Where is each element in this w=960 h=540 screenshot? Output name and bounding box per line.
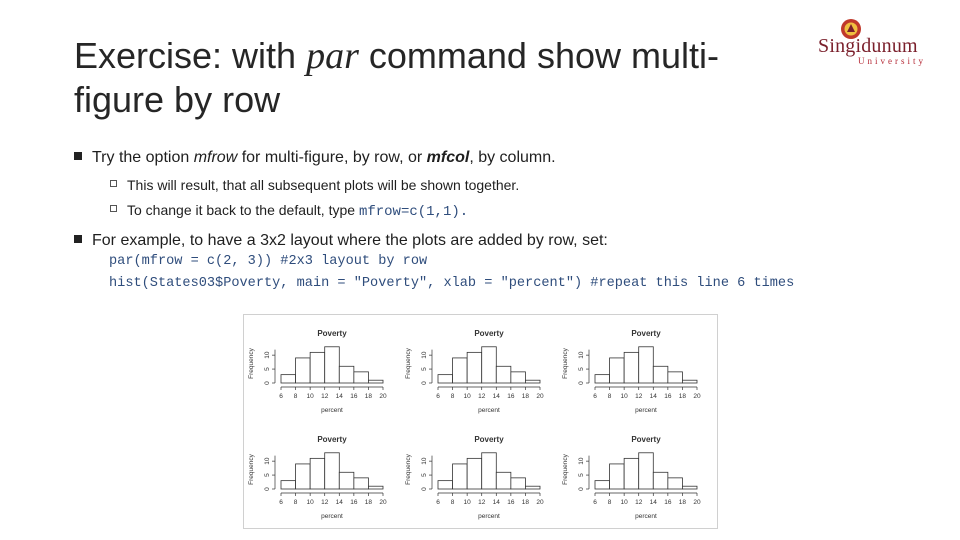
hollow-bullet-icon	[110, 205, 117, 212]
panel-title: Poverty	[631, 329, 661, 338]
x-tick-label: 20	[693, 393, 701, 400]
y-tick-label: 10	[264, 351, 271, 359]
title-par-emphasis: par	[306, 35, 359, 77]
x-tick-label: 10	[463, 393, 471, 400]
x-tick-label: 12	[635, 393, 643, 400]
x-axis-label: percent	[478, 513, 500, 520]
histogram-bar	[525, 380, 540, 383]
y-axis-label: Frequency	[405, 454, 412, 485]
histogram-bar	[595, 481, 610, 489]
x-tick-label: 8	[450, 499, 455, 506]
y-tick-label: 5	[264, 473, 271, 477]
x-tick-label: 20	[536, 393, 544, 400]
x-axis-label: percent	[635, 513, 657, 520]
histogram-bar	[668, 478, 683, 489]
x-tick-label: 14	[649, 499, 657, 506]
panel-title: Poverty	[631, 435, 661, 444]
y-tick-label: 0	[264, 381, 271, 385]
histogram-bar	[281, 375, 296, 383]
x-tick-label: 8	[450, 393, 455, 400]
logo-wordmark: Singidunum	[818, 35, 918, 57]
y-axis-label: Frequency	[562, 454, 569, 485]
x-tick-label: 18	[521, 499, 530, 506]
histogram-bar	[339, 472, 354, 489]
y-tick-label: 10	[421, 457, 428, 465]
x-tick-label: 14	[335, 499, 343, 506]
x-axis-label: percent	[635, 407, 657, 414]
histogram-grid-figure	[243, 314, 718, 529]
histogram-bar	[296, 464, 311, 489]
histogram-bar	[453, 358, 468, 383]
singidunum-logo	[818, 18, 936, 66]
histogram-bar	[354, 478, 369, 489]
x-tick-label: 12	[635, 499, 643, 506]
x-tick-label: 10	[620, 393, 628, 400]
histogram-bar	[438, 481, 453, 489]
x-tick-label: 6	[436, 499, 440, 506]
x-tick-label: 14	[335, 393, 343, 400]
x-tick-label: 12	[321, 499, 329, 506]
histogram-bar	[325, 453, 340, 489]
x-tick-label: 12	[478, 393, 486, 400]
x-tick-label: 14	[649, 393, 657, 400]
histogram-bar	[325, 347, 340, 383]
histogram-bar	[639, 347, 654, 383]
histogram-bar	[496, 472, 511, 489]
x-tick-label: 20	[693, 499, 701, 506]
x-tick-label: 18	[678, 499, 687, 506]
square-bullet-icon	[74, 152, 82, 160]
x-tick-label: 20	[379, 393, 387, 400]
y-tick-label: 0	[421, 381, 428, 385]
y-axis-label: Frequency	[562, 348, 569, 379]
x-tick-label: 12	[478, 499, 486, 506]
histogram-bar	[595, 375, 610, 383]
code-line-hist: hist(States03$Poverty, main = "Poverty", xlab = "percent") #repeat this line 6 times	[109, 276, 795, 291]
x-axis-label: percent	[321, 513, 343, 520]
histogram-bar	[624, 352, 639, 383]
x-tick-label: 16	[664, 499, 672, 506]
x-tick-label: 16	[350, 499, 358, 506]
histogram-bar	[496, 366, 511, 383]
histogram-bar	[668, 372, 683, 383]
x-tick-label: 14	[492, 393, 500, 400]
panel-title: Poverty	[474, 435, 504, 444]
histogram-bar	[310, 352, 325, 383]
y-tick-label: 5	[578, 367, 585, 371]
y-tick-label: 5	[578, 473, 585, 477]
x-tick-label: 20	[379, 499, 387, 506]
histogram-bar	[682, 486, 697, 489]
histogram-bar	[467, 458, 482, 489]
y-tick-label: 10	[264, 457, 271, 465]
slide-title: Exercise: with par command show multi-figure by row	[74, 35, 719, 120]
x-tick-label: 10	[463, 499, 471, 506]
x-tick-label: 6	[593, 499, 597, 506]
code-line-par: par(mfrow = c(2, 3)) #2x3 layout by row	[109, 254, 428, 269]
x-tick-label: 8	[607, 393, 612, 400]
x-tick-label: 18	[521, 393, 530, 400]
histogram-bar	[438, 375, 453, 383]
subbullet-together: This will result, that all subsequent plots will be shown together.	[110, 176, 519, 194]
histogram-bar	[354, 372, 369, 383]
x-tick-label: 10	[306, 393, 314, 400]
histogram-bar	[525, 486, 540, 489]
x-tick-label: 18	[364, 499, 373, 506]
histogram-bar	[281, 481, 296, 489]
x-tick-label: 6	[436, 393, 440, 400]
logo-subtitle: University	[858, 56, 926, 66]
x-tick-label: 8	[293, 393, 298, 400]
y-tick-label: 0	[264, 487, 271, 491]
y-axis-label: Frequency	[248, 454, 255, 485]
histogram-bar	[682, 380, 697, 383]
x-tick-label: 18	[678, 393, 687, 400]
hollow-bullet-icon	[110, 180, 117, 187]
x-axis-label: percent	[321, 407, 343, 414]
histogram-bar	[368, 486, 383, 489]
x-tick-label: 14	[492, 499, 500, 506]
bullet-example: For example, to have a 3x2 layout where the plots are added by row, set:	[74, 231, 608, 251]
y-tick-label: 10	[578, 351, 585, 359]
histogram-bar	[511, 372, 526, 383]
x-tick-label: 16	[350, 393, 358, 400]
y-tick-label: 10	[421, 351, 428, 359]
x-tick-label: 10	[620, 499, 628, 506]
y-tick-label: 0	[421, 487, 428, 491]
y-axis-label: Frequency	[405, 348, 412, 379]
histogram-bar	[368, 380, 383, 383]
histogram-bar	[653, 366, 668, 383]
y-tick-label: 5	[264, 367, 271, 371]
x-tick-label: 8	[293, 499, 298, 506]
x-tick-label: 16	[507, 393, 515, 400]
panel-title: Poverty	[317, 435, 347, 444]
square-bullet-icon	[74, 235, 82, 243]
histogram-bar	[610, 358, 625, 383]
histogram-bar	[610, 464, 625, 489]
histogram-bar	[653, 472, 668, 489]
histogram-bar	[624, 458, 639, 489]
x-tick-label: 12	[321, 393, 329, 400]
x-tick-label: 20	[536, 499, 544, 506]
x-tick-label: 16	[664, 393, 672, 400]
panel-title: Poverty	[474, 329, 504, 338]
histogram-bar	[339, 366, 354, 383]
histogram-bar	[310, 458, 325, 489]
subbullet-reset: To change it back to the default, type mfrow=c(1,1).	[110, 201, 468, 221]
x-tick-label: 10	[306, 499, 314, 506]
histogram-bar	[296, 358, 311, 383]
y-tick-label: 0	[578, 381, 585, 385]
x-tick-label: 18	[364, 393, 373, 400]
bullet-mfrow: Try the option mfrow for multi-figure, by row, or mfcol, by column.	[74, 148, 556, 168]
y-tick-label: 10	[578, 457, 585, 465]
histogram-bar	[511, 478, 526, 489]
x-tick-label: 8	[607, 499, 612, 506]
histogram-grid	[244, 315, 717, 528]
histogram-bar	[467, 352, 482, 383]
histogram-bar	[639, 453, 654, 489]
y-tick-label: 5	[421, 473, 428, 477]
x-tick-label: 6	[593, 393, 597, 400]
x-tick-label: 16	[507, 499, 515, 506]
x-tick-label: 6	[279, 393, 283, 400]
y-axis-label: Frequency	[248, 348, 255, 379]
histogram-bar	[482, 347, 497, 383]
y-tick-label: 0	[578, 487, 585, 491]
x-axis-label: percent	[478, 407, 500, 414]
y-tick-label: 5	[421, 367, 428, 371]
histogram-bar	[453, 464, 468, 489]
x-tick-label: 6	[279, 499, 283, 506]
histogram-bar	[482, 453, 497, 489]
panel-title: Poverty	[317, 329, 347, 338]
